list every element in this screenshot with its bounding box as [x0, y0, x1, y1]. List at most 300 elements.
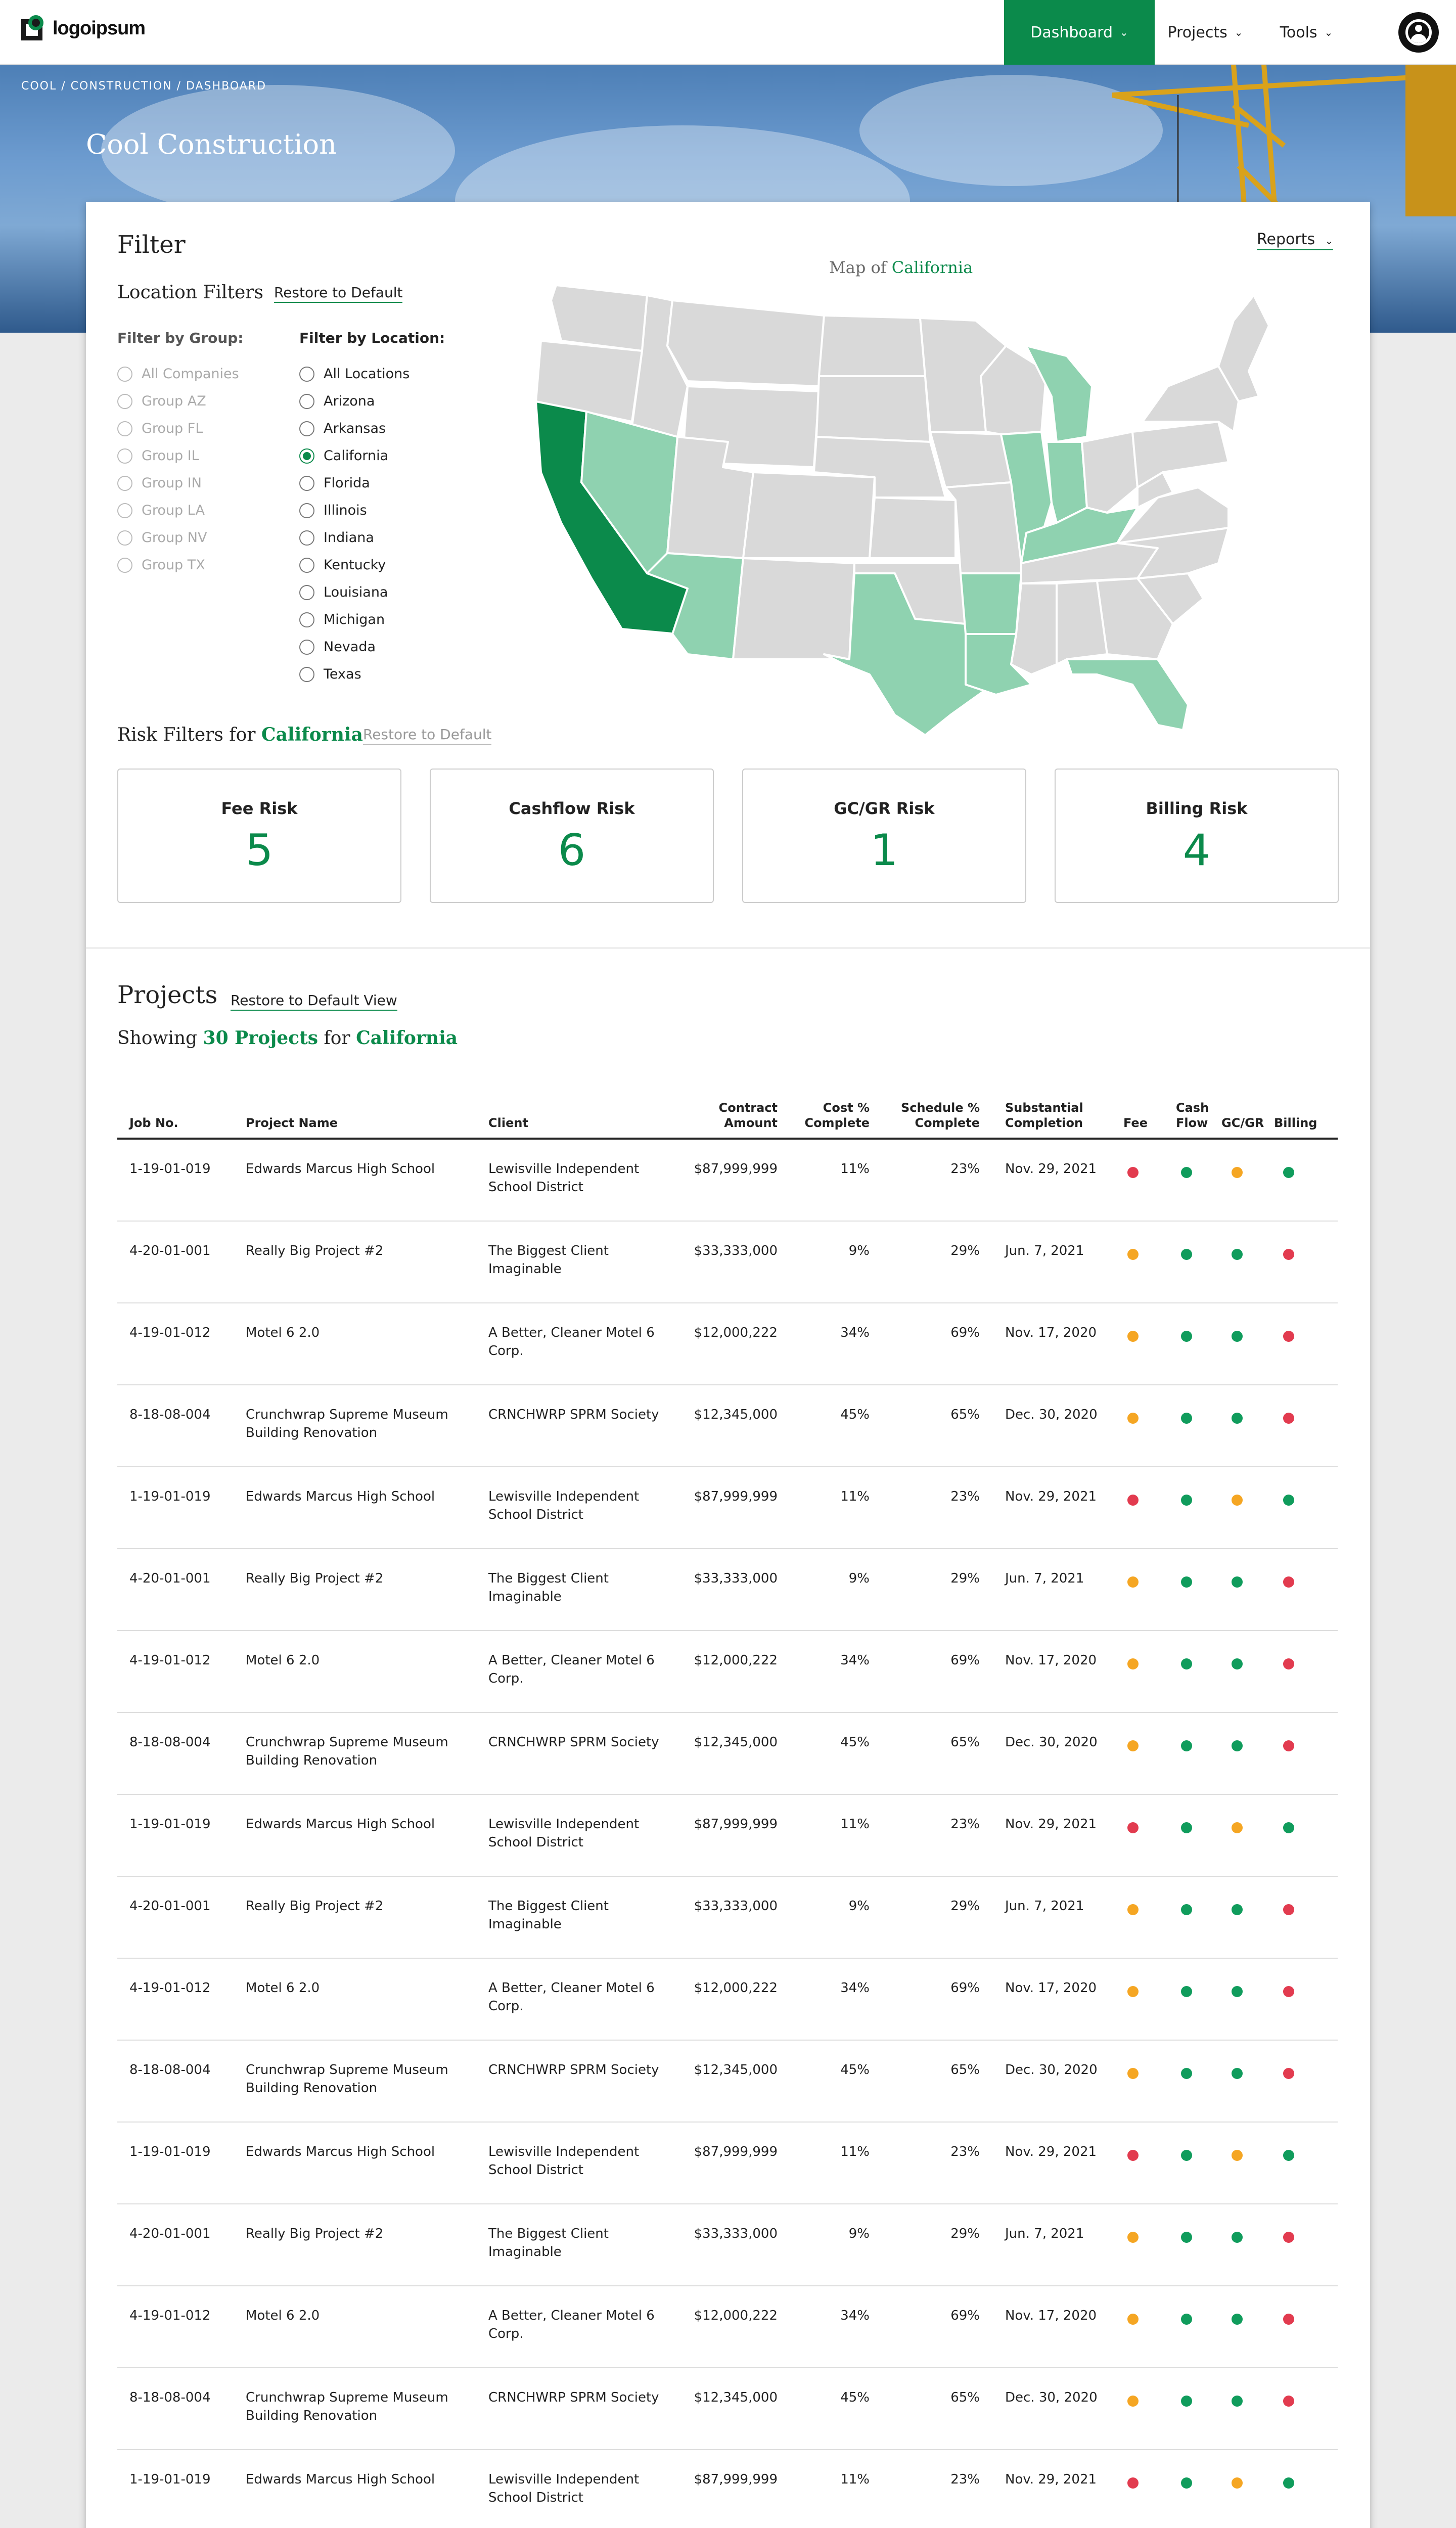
- cell-amount: $12,345,000: [694, 1735, 778, 1750]
- cell-cost: 11%: [840, 2144, 870, 2159]
- fee-status-dot: [1127, 1249, 1139, 1260]
- gcgr-status-dot: [1232, 2477, 1243, 2489]
- location-radio[interactable]: [299, 503, 367, 518]
- map-state-new-mexico[interactable]: [733, 558, 854, 659]
- cell-name[interactable]: Edwards Marcus High School: [246, 2144, 435, 2159]
- map-state-iowa[interactable]: [930, 432, 1011, 487]
- location-radio[interactable]: [299, 421, 386, 436]
- location-radio[interactable]: [299, 612, 385, 627]
- fee-status-dot: [1127, 1331, 1139, 1342]
- group-radio[interactable]: [117, 557, 205, 573]
- map-state-north-dakota[interactable]: [819, 315, 925, 376]
- cell-completion: Jun. 7, 2021: [1005, 2226, 1084, 2241]
- fee-status-dot: [1127, 1495, 1139, 1506]
- group-radio[interactable]: [117, 448, 199, 464]
- col-fee[interactable]: Fee: [1123, 1116, 1148, 1130]
- cell-schedule: 23%: [950, 2472, 980, 2487]
- chevron-down-icon: ⌄: [1324, 26, 1333, 38]
- risk-filters-heading: [117, 724, 363, 745]
- cell-completion: Nov. 29, 2021: [1005, 1161, 1097, 1177]
- fee-status-dot: [1127, 1167, 1139, 1178]
- cell-schedule: 23%: [950, 1817, 980, 1832]
- cell-name[interactable]: Really Big Project #2: [246, 2226, 384, 2241]
- cashflow-status-dot: [1181, 2068, 1192, 2079]
- table-row[interactable]: [117, 2123, 1338, 2204]
- location-radio-label: California: [324, 448, 389, 464]
- location-radio[interactable]: [299, 475, 370, 491]
- cashflow-status-dot: [1181, 1249, 1192, 1260]
- fee-status-dot: [1127, 1740, 1139, 1751]
- nav-tools[interactable]: [1256, 0, 1357, 65]
- cell-schedule: 29%: [950, 1899, 980, 1914]
- radio-circle-icon: [299, 448, 314, 464]
- cashflow-status-dot: [1181, 1740, 1192, 1751]
- table-row[interactable]: [117, 1795, 1338, 1877]
- risk-box[interactable]: [742, 769, 1026, 903]
- cell-amount: $87,999,999: [694, 1489, 778, 1504]
- col-client[interactable]: Client: [488, 1116, 528, 1130]
- cell-name[interactable]: Crunchwrap Supreme Museum Building Renovation: [246, 1407, 448, 1440]
- billing-status-dot: [1283, 1249, 1294, 1260]
- risk-box-label: Billing Risk: [1146, 799, 1248, 818]
- cell-job: 1-19-01-019: [129, 1817, 211, 1832]
- showing-prefix: Showing: [117, 1028, 198, 1049]
- restore-view-button[interactable]: Restore to Default View: [231, 992, 397, 1011]
- logo-text: logoipsum: [53, 17, 146, 39]
- billing-status-dot: [1283, 1167, 1294, 1178]
- cell-completion: Nov. 17, 2020: [1005, 1653, 1097, 1668]
- map-title-state: California: [891, 258, 973, 277]
- cell-cost: 45%: [840, 2062, 870, 2078]
- gcgr-status-dot: [1232, 2396, 1243, 2407]
- location-radio-label: Nevada: [324, 639, 376, 655]
- cashflow-status-dot: [1181, 2232, 1192, 2243]
- col-name[interactable]: Project Name: [246, 1116, 338, 1130]
- location-radio-label: Illinois: [324, 503, 367, 518]
- cell-completion: Nov. 17, 2020: [1005, 1325, 1097, 1340]
- location-radio[interactable]: [299, 584, 388, 600]
- radio-circle-icon: [299, 367, 314, 382]
- nav-projects-label: Projects: [1167, 23, 1227, 41]
- col-amount[interactable]: Contract Amount: [718, 1101, 778, 1130]
- fee-status-dot: [1127, 2396, 1139, 2407]
- cell-cost: 45%: [840, 1407, 870, 1422]
- projects-title: Projects: [117, 981, 218, 1009]
- location-radio-label: Texas: [324, 666, 361, 682]
- cell-schedule: 29%: [950, 2226, 980, 2241]
- logo[interactable]: [19, 14, 145, 42]
- gcgr-status-dot: [1232, 2232, 1243, 2243]
- cell-job: 1-19-01-019: [129, 1489, 211, 1504]
- table-row[interactable]: [117, 1549, 1338, 1631]
- risk-box-value: 5: [245, 825, 274, 876]
- cell-completion: Dec. 30, 2020: [1005, 1735, 1098, 1750]
- risk-box-value: 6: [558, 825, 586, 876]
- cell-schedule: 29%: [950, 1571, 980, 1586]
- nav-projects[interactable]: [1155, 0, 1256, 65]
- cell-name[interactable]: Motel 6 2.0: [246, 2308, 320, 2323]
- billing-status-dot: [1283, 1331, 1294, 1342]
- cell-name[interactable]: Really Big Project #2: [246, 1243, 384, 1258]
- cell-amount: $33,333,000: [694, 1243, 778, 1258]
- table-row[interactable]: [117, 2041, 1338, 2123]
- billing-status-dot: [1283, 1576, 1294, 1588]
- cell-job: 4-19-01-012: [129, 1980, 211, 1996]
- cell-job: 4-20-01-001: [129, 1571, 211, 1586]
- cell-schedule: 23%: [950, 1489, 980, 1504]
- billing-status-dot: [1283, 2396, 1294, 2407]
- cell-schedule: 65%: [950, 2390, 980, 2405]
- user-avatar-icon[interactable]: [1398, 12, 1439, 53]
- cell-job: 4-20-01-001: [129, 1899, 211, 1914]
- cell-client: A Better, Cleaner Motel 6 Corp.: [488, 1653, 655, 1686]
- col-schedule[interactable]: Schedule % Complete: [900, 1101, 980, 1130]
- gcgr-status-dot: [1232, 1249, 1243, 1260]
- cell-name[interactable]: Edwards Marcus High School: [246, 2472, 435, 2487]
- risk-box[interactable]: [430, 769, 714, 903]
- billing-status-dot: [1283, 1495, 1294, 1506]
- cell-completion: Nov. 17, 2020: [1005, 2308, 1097, 2323]
- fee-status-dot: [1127, 2232, 1139, 2243]
- map-state-arkansas[interactable]: [961, 573, 1021, 634]
- cell-cost: 34%: [840, 2308, 870, 2323]
- cell-cost: 34%: [840, 1325, 870, 1340]
- cell-amount: $12,000,222: [694, 1325, 778, 1340]
- col-cash[interactable]: Cash Flow: [1176, 1101, 1209, 1130]
- location-radio-label: Arizona: [324, 393, 375, 409]
- radio-circle-icon: [117, 367, 132, 382]
- billing-status-dot: [1283, 1986, 1294, 1997]
- top-nav: [0, 0, 1456, 65]
- cell-amount: $12,000,222: [694, 1653, 778, 1668]
- radio-circle-icon: [117, 503, 132, 518]
- billing-status-dot: [1283, 1822, 1294, 1833]
- cell-amount: $12,345,000: [694, 2390, 778, 2405]
- cell-job: 1-19-01-019: [129, 2472, 211, 2487]
- cell-cost: 34%: [840, 1653, 870, 1668]
- cashflow-status-dot: [1181, 2477, 1192, 2489]
- cell-schedule: 65%: [950, 1407, 980, 1422]
- gcgr-status-dot: [1232, 1331, 1243, 1342]
- location-radio[interactable]: [299, 557, 386, 573]
- fee-status-dot: [1127, 1658, 1139, 1669]
- map-state-florida[interactable]: [1067, 659, 1188, 730]
- risk-box-label: Cashflow Risk: [509, 799, 635, 818]
- page-title: Cool Construction: [86, 128, 337, 160]
- cell-cost: 9%: [848, 1243, 870, 1258]
- location-radio-label: Michigan: [324, 612, 385, 627]
- cell-name[interactable]: Motel 6 2.0: [246, 1980, 320, 1996]
- risk-box-value: 1: [870, 825, 898, 876]
- nav-tools-label: Tools: [1280, 23, 1317, 41]
- table-row[interactable]: [117, 1467, 1338, 1549]
- us-map: [521, 270, 1269, 735]
- cell-name[interactable]: Edwards Marcus High School: [246, 1489, 435, 1504]
- table-row[interactable]: [117, 1877, 1338, 1959]
- chevron-down-icon: ⌄: [1234, 26, 1243, 38]
- table-row[interactable]: [117, 1385, 1338, 1467]
- showing-state: California: [356, 1027, 458, 1049]
- table-row[interactable]: [117, 2286, 1338, 2368]
- location-radio[interactable]: [299, 448, 388, 464]
- cell-amount: $33,333,000: [694, 1899, 778, 1914]
- group-radio[interactable]: [117, 530, 207, 546]
- radio-circle-icon: [299, 421, 314, 436]
- cell-cost: 11%: [840, 1489, 870, 1504]
- cell-cost: 9%: [848, 1899, 870, 1914]
- cell-schedule: 69%: [950, 1325, 980, 1340]
- logo-icon: [19, 14, 48, 42]
- cashflow-status-dot: [1181, 1167, 1192, 1178]
- reports-label: Reports: [1257, 231, 1315, 248]
- cell-schedule: 23%: [950, 2144, 980, 2159]
- risk-box[interactable]: [1055, 769, 1339, 903]
- location-radio-label: Louisiana: [324, 584, 388, 600]
- radio-circle-icon: [299, 667, 314, 682]
- location-radio-label: Florida: [324, 475, 370, 491]
- cell-schedule: 69%: [950, 2308, 980, 2323]
- cell-name[interactable]: Edwards Marcus High School: [246, 1817, 435, 1832]
- gcgr-status-dot: [1232, 1413, 1243, 1424]
- cashflow-status-dot: [1181, 1495, 1192, 1506]
- group-radio-label: All Companies: [142, 366, 239, 382]
- cell-name[interactable]: Motel 6 2.0: [246, 1325, 320, 1340]
- table-row[interactable]: [117, 2368, 1338, 2450]
- cell-schedule: 23%: [950, 1161, 980, 1177]
- cell-client: A Better, Cleaner Motel 6 Corp.: [488, 1980, 655, 2014]
- cell-job: 8-18-08-004: [129, 1735, 211, 1750]
- group-radio-label: Group AZ: [142, 393, 206, 409]
- cell-job: 8-18-08-004: [129, 2062, 211, 2078]
- cell-job: 1-19-01-019: [129, 2144, 211, 2159]
- table-header: [117, 1086, 1338, 1140]
- showing-summary: [117, 1027, 458, 1049]
- cell-client: Lewisville Independent School District: [488, 1817, 640, 1850]
- cell-job: 4-19-01-012: [129, 1653, 211, 1668]
- cell-client: The Biggest Client Imaginable: [488, 1899, 609, 1932]
- cashflow-status-dot: [1181, 2396, 1192, 2407]
- cell-client: CRNCHWRP SPRM Society: [488, 1735, 659, 1750]
- billing-status-dot: [1283, 1413, 1294, 1424]
- cell-client: CRNCHWRP SPRM Society: [488, 1407, 659, 1422]
- cell-name[interactable]: Crunchwrap Supreme Museum Building Renovation: [246, 2062, 448, 2096]
- cell-client: Lewisville Independent School District: [488, 1161, 640, 1195]
- radio-circle-icon: [299, 612, 314, 627]
- gcgr-status-dot: [1232, 1986, 1243, 1997]
- cell-name[interactable]: Crunchwrap Supreme Museum Building Renovation: [246, 1735, 448, 1768]
- group-radio[interactable]: [117, 393, 206, 409]
- cell-completion: Dec. 30, 2020: [1005, 2062, 1098, 2078]
- breadcrumb[interactable]: COOL / CONSTRUCTION / DASHBOARD: [21, 80, 267, 93]
- location-radio[interactable]: [299, 639, 376, 655]
- cell-amount: $87,999,999: [694, 1817, 778, 1832]
- cell-amount: $12,345,000: [694, 1407, 778, 1422]
- table-row[interactable]: [117, 1959, 1338, 2041]
- location-radio-label: Kentucky: [324, 557, 386, 573]
- cashflow-status-dot: [1181, 1986, 1192, 1997]
- group-radio-label: Group FL: [142, 421, 203, 436]
- radio-circle-icon: [117, 448, 132, 464]
- cell-job: 8-18-08-004: [129, 1407, 211, 1422]
- cell-schedule: 29%: [950, 1243, 980, 1258]
- billing-status-dot: [1283, 1904, 1294, 1915]
- cell-client: A Better, Cleaner Motel 6 Corp.: [488, 2308, 655, 2341]
- fee-status-dot: [1127, 2150, 1139, 2161]
- risk-box[interactable]: [117, 769, 401, 903]
- map-state-montana[interactable]: [667, 300, 824, 386]
- radio-circle-icon: [299, 558, 314, 573]
- cell-cost: 45%: [840, 1735, 870, 1750]
- chevron-down-icon: ⌄: [1120, 26, 1128, 38]
- cell-amount: $12,000,222: [694, 2308, 778, 2323]
- gcgr-status-dot: [1232, 1658, 1243, 1669]
- cell-cost: 45%: [840, 2390, 870, 2405]
- cell-client: Lewisville Independent School District: [488, 2472, 640, 2505]
- billing-status-dot: [1283, 2314, 1294, 2325]
- cell-completion: Nov. 29, 2021: [1005, 2472, 1097, 2487]
- table-row[interactable]: [117, 1222, 1338, 1303]
- map-state-ohio[interactable]: [1082, 432, 1138, 513]
- risk-box-label: Fee Risk: [221, 799, 298, 818]
- radio-circle-icon: [299, 503, 314, 518]
- cell-client: A Better, Cleaner Motel 6 Corp.: [488, 1325, 655, 1359]
- cell-cost: 11%: [840, 1817, 870, 1832]
- location-radio[interactable]: [299, 530, 374, 546]
- cell-name[interactable]: Edwards Marcus High School: [246, 1161, 435, 1177]
- location-radio[interactable]: [299, 366, 410, 382]
- cell-completion: Jun. 7, 2021: [1005, 1899, 1084, 1914]
- risk-title-state: California: [261, 724, 363, 745]
- cell-schedule: 65%: [950, 1735, 980, 1750]
- group-radio[interactable]: [117, 421, 203, 436]
- col-completion[interactable]: Substantial Completion: [1005, 1101, 1083, 1130]
- location-radio[interactable]: [299, 666, 361, 682]
- nav-dashboard[interactable]: [1004, 0, 1155, 65]
- location-radio[interactable]: [299, 393, 375, 409]
- cell-client: The Biggest Client Imaginable: [488, 1243, 609, 1277]
- col-billing[interactable]: Billing: [1274, 1116, 1317, 1130]
- location-radio-label: Indiana: [324, 530, 374, 546]
- cell-name[interactable]: Crunchwrap Supreme Museum Building Renovation: [246, 2390, 448, 2423]
- radio-circle-icon: [117, 394, 132, 409]
- group-radio-label: Group NV: [142, 530, 207, 546]
- radio-circle-icon: [117, 476, 132, 491]
- gcgr-status-dot: [1232, 1904, 1243, 1915]
- group-radio-label: Group TX: [142, 557, 205, 573]
- cell-job: 4-20-01-001: [129, 1243, 211, 1258]
- gcgr-status-dot: [1232, 1740, 1243, 1751]
- cell-schedule: 69%: [950, 1980, 980, 1996]
- cell-client: The Biggest Client Imaginable: [488, 2226, 609, 2260]
- cashflow-status-dot: [1181, 1413, 1192, 1424]
- table-row[interactable]: [117, 1713, 1338, 1795]
- table-row[interactable]: [117, 1140, 1338, 1222]
- map-state-colorado[interactable]: [743, 472, 875, 558]
- reports-dropdown[interactable]: [1257, 231, 1333, 250]
- group-radio-label: Group IN: [142, 475, 202, 491]
- cell-job: 4-19-01-012: [129, 1325, 211, 1340]
- restore-location-button[interactable]: Restore to Default: [274, 284, 402, 303]
- cell-name[interactable]: Really Big Project #2: [246, 1571, 384, 1586]
- fee-status-dot: [1127, 1904, 1139, 1915]
- group-radio[interactable]: [117, 503, 205, 518]
- gcgr-status-dot: [1232, 2068, 1243, 2079]
- showing-count: 30 Projects: [203, 1027, 318, 1049]
- cell-amount: $12,000,222: [694, 1980, 778, 1996]
- map-state-kansas[interactable]: [870, 498, 956, 558]
- map-state-pennsylvania[interactable]: [1132, 422, 1228, 487]
- col-cost[interactable]: Cost % Complete: [804, 1101, 870, 1130]
- table-row[interactable]: [117, 2204, 1338, 2286]
- group-radio[interactable]: [117, 366, 239, 382]
- fee-status-dot: [1127, 1986, 1139, 1997]
- fee-status-dot: [1127, 2477, 1139, 2489]
- cell-completion: Dec. 30, 2020: [1005, 2390, 1098, 2405]
- radio-circle-icon: [117, 421, 132, 436]
- col-gcgr[interactable]: GC/GR: [1221, 1116, 1264, 1130]
- col-job[interactable]: Job No.: [129, 1116, 178, 1130]
- cell-completion: Jun. 7, 2021: [1005, 1243, 1084, 1258]
- cashflow-status-dot: [1181, 2150, 1192, 2161]
- fee-status-dot: [1127, 1576, 1139, 1588]
- fee-status-dot: [1127, 2314, 1139, 2325]
- gcgr-status-dot: [1232, 1576, 1243, 1588]
- cell-completion: Dec. 30, 2020: [1005, 1407, 1098, 1422]
- cashflow-status-dot: [1181, 1658, 1192, 1669]
- cell-job: 4-19-01-012: [129, 2308, 211, 2323]
- cell-job: 8-18-08-004: [129, 2390, 211, 2405]
- fee-status-dot: [1127, 2068, 1139, 2079]
- cell-schedule: 69%: [950, 1653, 980, 1668]
- nav-dashboard-label: Dashboard: [1030, 23, 1113, 41]
- table-row[interactable]: [117, 1303, 1338, 1385]
- cell-client: The Biggest Client Imaginable: [488, 1571, 609, 1604]
- cell-amount: $12,345,000: [694, 2062, 778, 2078]
- section-divider: [86, 947, 1370, 949]
- cell-completion: Nov. 29, 2021: [1005, 2144, 1097, 2159]
- group-radio[interactable]: [117, 475, 202, 491]
- cell-client: CRNCHWRP SPRM Society: [488, 2062, 659, 2078]
- cell-name[interactable]: Motel 6 2.0: [246, 1653, 320, 1668]
- cell-cost: 11%: [840, 1161, 870, 1177]
- cashflow-status-dot: [1181, 1331, 1192, 1342]
- restore-risk-button[interactable]: Restore to Default: [363, 726, 491, 745]
- cell-client: Lewisville Independent School District: [488, 2144, 640, 2178]
- radio-circle-icon: [299, 394, 314, 409]
- cell-completion: Nov. 29, 2021: [1005, 1489, 1097, 1504]
- radio-circle-icon: [299, 585, 314, 600]
- cell-job: 4-20-01-001: [129, 2226, 211, 2241]
- table-row[interactable]: [117, 1631, 1338, 1713]
- cashflow-status-dot: [1181, 2314, 1192, 2325]
- billing-status-dot: [1283, 1658, 1294, 1669]
- billing-status-dot: [1283, 2150, 1294, 2161]
- gcgr-status-dot: [1232, 1822, 1243, 1833]
- gcgr-status-dot: [1232, 1495, 1243, 1506]
- map-state-washington[interactable]: [551, 285, 647, 351]
- cell-amount: $33,333,000: [694, 1571, 778, 1586]
- map-state-south-dakota[interactable]: [816, 376, 930, 442]
- billing-status-dot: [1283, 2477, 1294, 2489]
- map-title-prefix: Map of: [829, 258, 887, 277]
- cell-client: Lewisville Independent School District: [488, 1489, 640, 1522]
- gcgr-status-dot: [1232, 2150, 1243, 2161]
- cell-name[interactable]: Really Big Project #2: [246, 1899, 384, 1914]
- group-radio-label: Group LA: [142, 503, 205, 518]
- filter-title: Filter: [117, 231, 186, 259]
- table-row[interactable]: [117, 2450, 1338, 2528]
- fee-status-dot: [1127, 1822, 1139, 1833]
